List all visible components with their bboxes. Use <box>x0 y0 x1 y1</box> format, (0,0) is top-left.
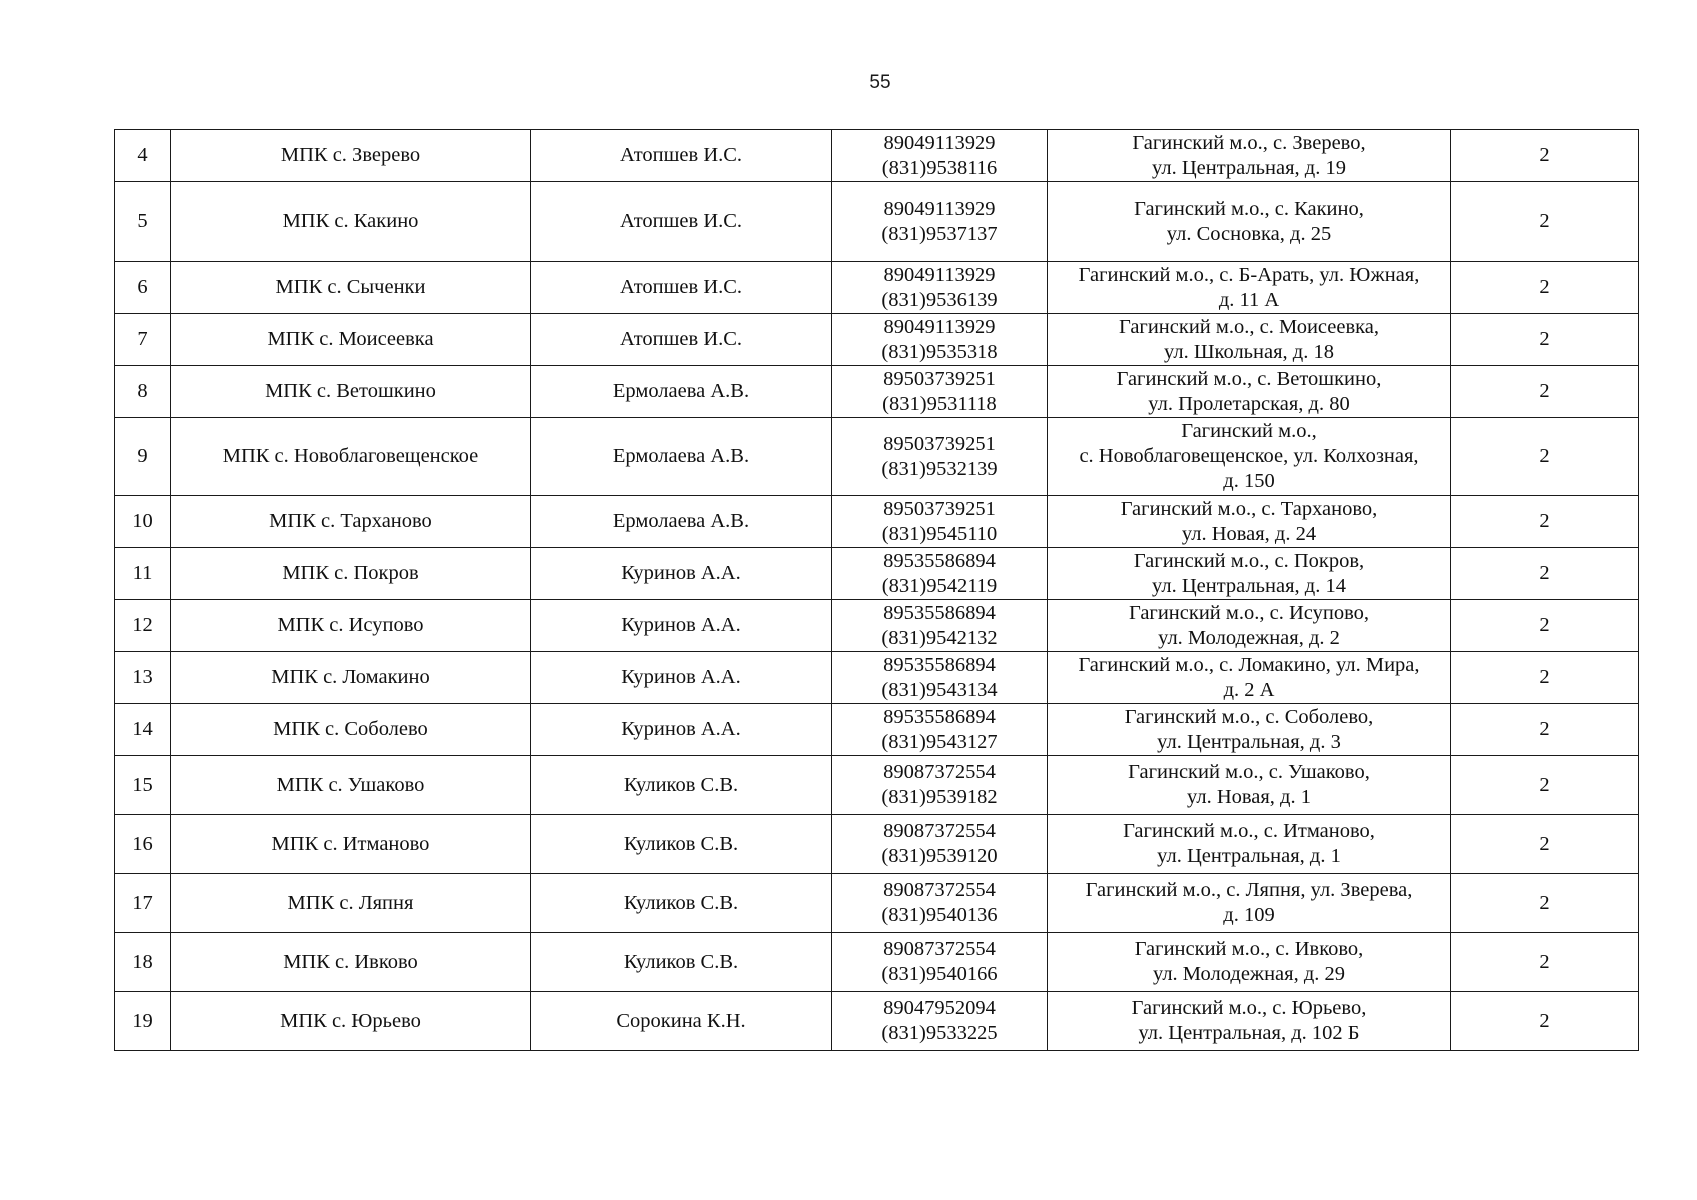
address-cell <box>1048 704 1451 756</box>
row-number-cell: 5 <box>115 182 171 262</box>
phone-line: (831)9532139 <box>881 457 998 480</box>
table-row <box>115 874 1639 933</box>
address-line: ул. Сосновка, д. 25 <box>1166 222 1332 245</box>
table-row <box>115 366 1639 418</box>
row-number-cell: 7 <box>115 314 171 366</box>
responsible-person-cell: Атопшев И.С. <box>531 262 832 314</box>
address-line: Гагинский м.о., <box>1181 420 1317 442</box>
phone-cell <box>832 418 1048 496</box>
row-number-cell: 16 <box>115 815 171 874</box>
address-line: Гагинский м.о., с. Итманово, <box>1123 820 1375 842</box>
responsible-person-cell: Куринов А.А. <box>531 600 832 652</box>
row-number-cell: 15 <box>115 756 171 815</box>
count-cell: 2 <box>1451 992 1639 1051</box>
phone-line: (831)9542119 <box>881 574 998 597</box>
phone-cell <box>832 130 1048 182</box>
facility-name-cell: МПК с. Зверево <box>171 130 531 182</box>
responsible-person-cell: Куликов С.В. <box>531 933 832 992</box>
address-line: Гагинский м.о., с. Ивково, <box>1134 938 1364 960</box>
address-cell <box>1048 314 1451 366</box>
phone-line: 89535586894 <box>883 601 996 624</box>
count-cell: 2 <box>1451 496 1639 548</box>
responsible-person-cell: Атопшев И.С. <box>531 314 832 366</box>
table-row <box>115 933 1639 992</box>
address-cell <box>1048 600 1451 652</box>
facility-name-cell: МПК с. Тарханово <box>171 496 531 548</box>
address-line: Гагинский м.о., с. Б-Арать, ул. Южная, <box>1078 263 1420 286</box>
phone-line: 89087372554 <box>883 761 996 783</box>
phone-line: 89503739251 <box>883 367 996 390</box>
address-line: Гагинский м.о., с. Исупово, <box>1128 601 1369 624</box>
phone-cell <box>832 756 1048 815</box>
count-cell: 2 <box>1451 262 1639 314</box>
count-cell: 2 <box>1451 652 1639 704</box>
address-line: с. Новоблаговещенское, ул. Колхозная, <box>1079 445 1419 467</box>
address-cell <box>1048 548 1451 600</box>
phone-cell <box>832 874 1048 933</box>
facility-name-cell: МПК с. Какино <box>171 182 531 262</box>
phone-line: (831)9543134 <box>881 678 998 701</box>
count-cell: 2 <box>1451 366 1639 418</box>
phone-cell <box>832 496 1048 548</box>
address-cell <box>1048 182 1451 262</box>
address-line: ул. Молодежная, д. 29 <box>1152 963 1346 985</box>
count-cell: 2 <box>1451 418 1639 496</box>
phone-line: 89049113929 <box>883 197 996 220</box>
phone-line: 89535586894 <box>883 653 996 676</box>
table-row <box>115 262 1639 314</box>
address-line: д. 2 А <box>1223 678 1275 701</box>
phone-cell <box>832 262 1048 314</box>
address-line: ул. Новая, д. 1 <box>1186 786 1311 808</box>
row-number-cell: 12 <box>115 600 171 652</box>
address-cell <box>1048 874 1451 933</box>
address-cell <box>1048 366 1451 418</box>
address-line: д. 11 А <box>1218 288 1280 311</box>
phone-line: 89535586894 <box>883 705 996 728</box>
phone-cell <box>832 933 1048 992</box>
facility-name-cell: МПК с. Исупово <box>171 600 531 652</box>
address-line: ул. Центральная, д. 3 <box>1157 730 1341 753</box>
responsible-person-cell: Куликов С.В. <box>531 874 832 933</box>
address-cell <box>1048 815 1451 874</box>
count-cell: 2 <box>1451 756 1639 815</box>
address-cell <box>1048 130 1451 182</box>
address-line: Гагинский м.о., с. Какино, <box>1134 197 1364 220</box>
phone-line: 89087372554 <box>883 938 996 960</box>
facility-name-cell: МПК с. Ломакино <box>171 652 531 704</box>
phone-cell <box>832 182 1048 262</box>
table-row <box>115 992 1639 1051</box>
facility-name-cell: МПК с. Ветошкино <box>171 366 531 418</box>
table-row <box>115 704 1639 756</box>
phone-cell <box>832 992 1048 1051</box>
address-line: Гагинский м.о., с. Соболево, <box>1124 705 1374 728</box>
phone-line: (831)9536139 <box>881 288 998 311</box>
phone-line: 89087372554 <box>883 879 996 901</box>
address-cell <box>1048 933 1451 992</box>
address-line: ул. Центральная, д. 19 <box>1152 156 1346 179</box>
facility-name-cell: МПК с. Моисеевка <box>171 314 531 366</box>
table-row <box>115 314 1639 366</box>
responsible-person-cell: Куликов С.В. <box>531 815 832 874</box>
phone-line: 89049113929 <box>883 131 996 154</box>
phone-cell <box>832 815 1048 874</box>
address-line: Гагинский м.о., с. Покров, <box>1133 549 1365 572</box>
row-number-cell: 11 <box>115 548 171 600</box>
count-cell: 2 <box>1451 874 1639 933</box>
facility-name-cell: МПК с. Ивково <box>171 933 531 992</box>
row-number-cell: 10 <box>115 496 171 548</box>
table-row <box>115 496 1639 548</box>
phone-line: (831)9539182 <box>881 786 998 808</box>
table-row <box>115 652 1639 704</box>
table-row <box>115 756 1639 815</box>
phone-line: 89087372554 <box>883 820 996 842</box>
row-number-cell: 9 <box>115 418 171 496</box>
phone-line: 89535586894 <box>883 549 996 572</box>
phone-line: 89049113929 <box>883 315 996 338</box>
address-cell <box>1048 652 1451 704</box>
phone-line: (831)9542132 <box>881 626 998 649</box>
count-cell: 2 <box>1451 314 1639 366</box>
phone-line: (831)9540136 <box>881 904 998 926</box>
address-line: Гагинский м.о., с. Ветошкино, <box>1116 367 1382 390</box>
table-row <box>115 548 1639 600</box>
facility-name-cell: МПК с. Сыченки <box>171 262 531 314</box>
count-cell: 2 <box>1451 182 1639 262</box>
responsible-person-cell: Атопшев И.С. <box>531 182 832 262</box>
facilities-table <box>114 129 1639 1051</box>
count-cell: 2 <box>1451 548 1639 600</box>
address-line: ул. Центральная, д. 1 <box>1157 845 1341 867</box>
count-cell: 2 <box>1451 704 1639 756</box>
facility-name-cell: МПК с. Ляпня <box>171 874 531 933</box>
address-line: д. 150 <box>1223 470 1275 492</box>
facility-name-cell: МПК с. Итманово <box>171 815 531 874</box>
responsible-person-cell: Атопшев И.С. <box>531 130 832 182</box>
address-line: Гагинский м.о., с. Ушаково, <box>1128 761 1370 783</box>
phone-cell <box>832 600 1048 652</box>
responsible-person-cell: Куринов А.А. <box>531 704 832 756</box>
address-line: Гагинский м.о., с. Юрьево, <box>1131 997 1367 1019</box>
phone-line: (831)9540166 <box>881 963 998 985</box>
facility-name-cell: МПК с. Ушаково <box>171 756 531 815</box>
responsible-person-cell: Куринов А.А. <box>531 548 832 600</box>
facility-name-cell: МПК с. Покров <box>171 548 531 600</box>
phone-cell <box>832 704 1048 756</box>
phone-cell <box>832 366 1048 418</box>
responsible-person-cell: Куликов С.В. <box>531 756 832 815</box>
facility-name-cell: МПК с. Новоблаговещенское <box>171 418 531 496</box>
phone-line: 89049113929 <box>883 263 996 286</box>
row-number-cell: 6 <box>115 262 171 314</box>
count-cell: 2 <box>1451 933 1639 992</box>
table-row <box>115 815 1639 874</box>
address-cell <box>1048 262 1451 314</box>
phone-line: (831)9533225 <box>881 1022 998 1044</box>
phone-line: (831)9539120 <box>881 845 998 867</box>
responsible-person-cell: Сорокина К.Н. <box>531 992 832 1051</box>
row-number-cell: 18 <box>115 933 171 992</box>
address-line: Гагинский м.о., с. Зверево, <box>1132 131 1366 154</box>
responsible-person-cell: Ермолаева А.В. <box>531 496 832 548</box>
table-row <box>115 182 1639 262</box>
phone-line: (831)9531118 <box>882 392 997 415</box>
address-cell <box>1048 496 1451 548</box>
phone-cell <box>832 314 1048 366</box>
phone-cell <box>832 652 1048 704</box>
row-number-cell: 13 <box>115 652 171 704</box>
count-cell: 2 <box>1451 815 1639 874</box>
row-number-cell: 17 <box>115 874 171 933</box>
facility-name-cell: МПК с. Соболево <box>171 704 531 756</box>
address-line: ул. Центральная, д. 102 Б <box>1138 1022 1360 1044</box>
count-cell: 2 <box>1451 600 1639 652</box>
phone-cell <box>832 548 1048 600</box>
address-line: ул. Пролетарская, д. 80 <box>1148 392 1350 415</box>
phone-line: 89047952094 <box>883 997 996 1019</box>
address-line: Гагинский м.о., с. Тарханово, <box>1120 497 1378 520</box>
facility-name-cell: МПК с. Юрьево <box>171 992 531 1051</box>
address-line: ул. Школьная, д. 18 <box>1164 340 1334 363</box>
address-cell <box>1048 418 1451 496</box>
address-cell <box>1048 992 1451 1051</box>
table-body <box>115 130 1639 1051</box>
table-container <box>114 129 1638 1051</box>
address-line: Гагинский м.о., с. Моисеевка, <box>1118 315 1380 338</box>
phone-line: (831)9537137 <box>881 222 998 245</box>
address-line: Гагинский м.о., с. Ломакино, ул. Мира, <box>1078 653 1420 676</box>
phone-line: (831)9543127 <box>881 730 998 753</box>
responsible-person-cell: Ермолаева А.В. <box>531 418 832 496</box>
address-line: Гагинский м.о., с. Ляпня, ул. Зверева, <box>1085 879 1413 901</box>
page-number: 55 <box>869 72 891 93</box>
table-row <box>115 130 1639 182</box>
phone-line: (831)9545110 <box>881 522 998 545</box>
address-line: д. 109 <box>1223 904 1275 926</box>
row-number-cell: 8 <box>115 366 171 418</box>
phone-line: (831)9535318 <box>881 340 998 363</box>
address-line: ул. Новая, д. 24 <box>1181 522 1317 545</box>
count-cell: 2 <box>1451 130 1639 182</box>
phone-line: (831)9538116 <box>881 156 998 179</box>
table-row <box>115 418 1639 496</box>
row-number-cell: 14 <box>115 704 171 756</box>
row-number-cell: 19 <box>115 992 171 1051</box>
table-row <box>115 600 1639 652</box>
address-line: ул. Центральная, д. 14 <box>1152 574 1346 597</box>
phone-line: 89503739251 <box>883 497 996 520</box>
phone-line: 89503739251 <box>883 432 996 455</box>
responsible-person-cell: Куринов А.А. <box>531 652 832 704</box>
row-number-cell: 4 <box>115 130 171 182</box>
address-cell <box>1048 756 1451 815</box>
address-line: ул. Молодежная, д. 2 <box>1158 626 1340 649</box>
responsible-person-cell: Ермолаева А.В. <box>531 366 832 418</box>
